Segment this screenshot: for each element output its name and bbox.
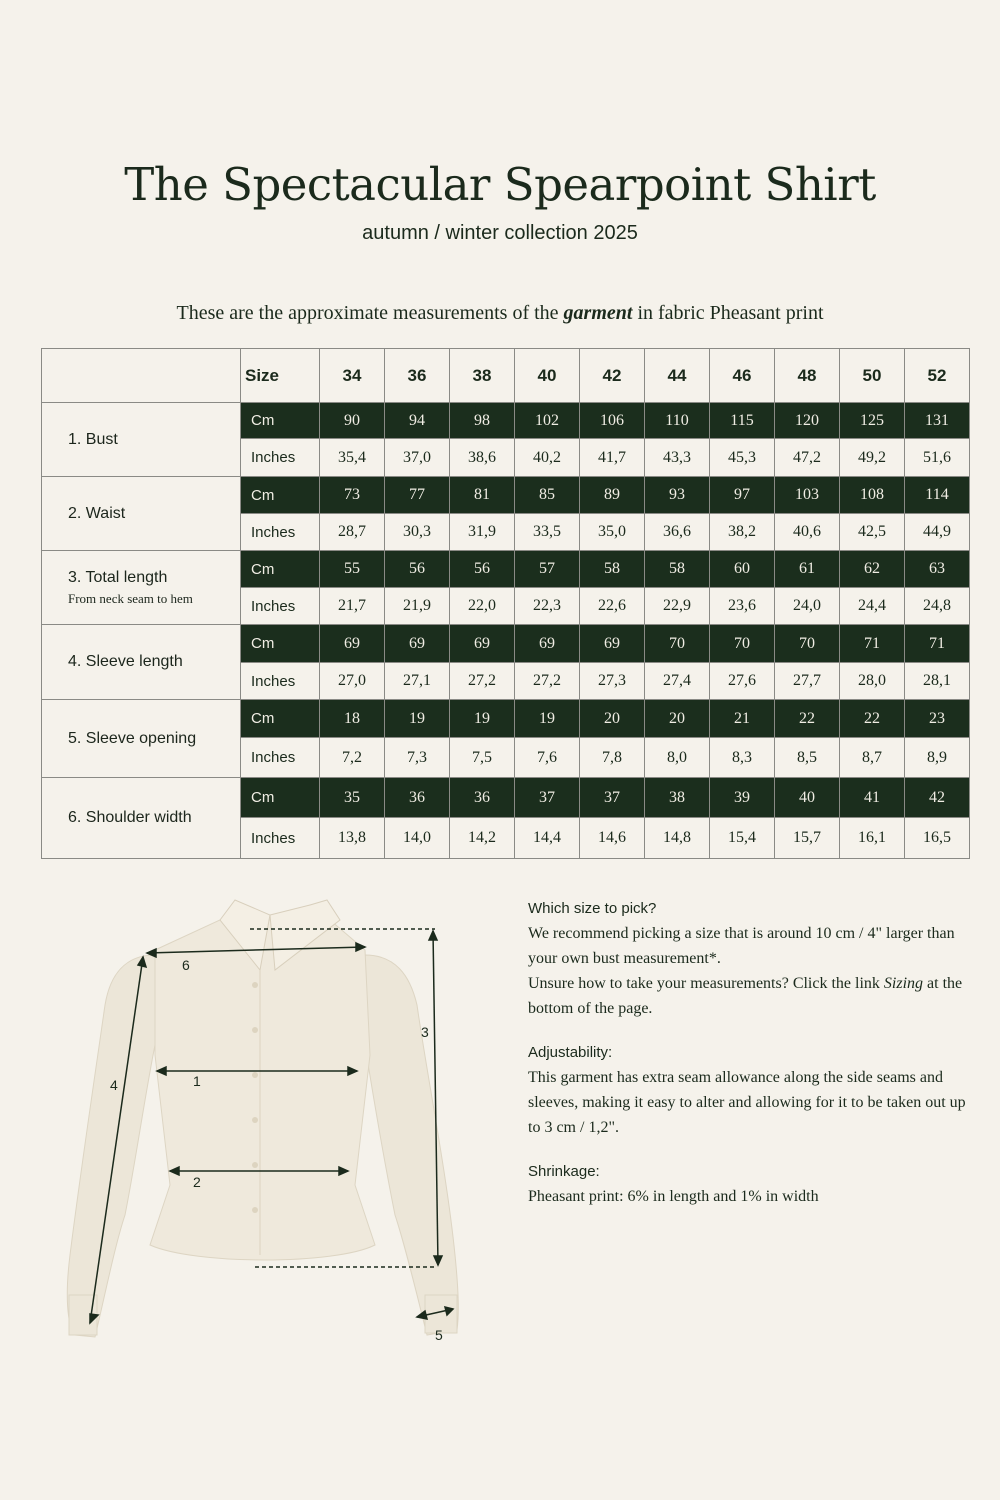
inch-value: 27,2 (515, 663, 580, 700)
cm-value: 20 (580, 700, 645, 738)
cm-value: 37 (515, 778, 580, 818)
unit-cm: Cm (241, 551, 320, 588)
measurement-label (42, 700, 241, 778)
inch-value: 35,4 (320, 439, 385, 477)
measurement-name: 5. Sleeve opening (68, 729, 197, 747)
adjustability-text: This garment has extra seam allowance along the side seams and sleeves, making it easy to alter and allowing for it to be taken out up to 3 cm / 1,2". (528, 1069, 966, 1136)
measurement-label (42, 477, 241, 551)
inch-value: 7,8 (580, 738, 645, 778)
inch-value: 30,3 (385, 514, 450, 551)
cm-value: 81 (450, 477, 515, 514)
inch-value: 41,7 (580, 439, 645, 477)
size-advice (528, 900, 968, 1021)
inch-value: 33,5 (515, 514, 580, 551)
inch-value: 28,1 (905, 663, 970, 700)
size-header-36: 36 (385, 349, 450, 403)
inch-value: 27,1 (385, 663, 450, 700)
measurement-name: 6. Shoulder width (68, 809, 192, 826)
measure-label-4: 4 (110, 1077, 118, 1093)
measurement-label (42, 625, 241, 700)
measure-label-1: 1 (193, 1073, 201, 1089)
size-advice-heading: Which size to pick? (528, 900, 657, 917)
cm-value: 71 (905, 625, 970, 663)
size-table (41, 348, 970, 859)
cm-value: 57 (515, 551, 580, 588)
cm-value: 19 (515, 700, 580, 738)
link-intro: Unsure how to take your measurements? Click the link (528, 975, 884, 992)
inch-value: 7,2 (320, 738, 385, 778)
inch-value: 22,0 (450, 588, 515, 625)
adjustability (528, 1044, 968, 1140)
measurement-name: 1. Bust (68, 430, 118, 448)
inch-value: 16,1 (840, 818, 905, 859)
cm-value: 55 (320, 551, 385, 588)
inch-value: 51,6 (905, 439, 970, 477)
inch-value: 7,6 (515, 738, 580, 778)
unit-cm: Cm (241, 700, 320, 738)
cm-value: 120 (775, 403, 840, 439)
page-subtitle: autumn / winter collection 2025 (362, 222, 638, 244)
measure-row-cm (42, 625, 970, 663)
inch-value: 38,2 (710, 514, 775, 551)
unit-cm: Cm (241, 778, 320, 818)
intro-emphasis: garment (563, 302, 633, 324)
inch-value: 27,0 (320, 663, 385, 700)
intro-before: These are the approximate measurements of the (176, 302, 564, 324)
cm-value: 60 (710, 551, 775, 588)
cm-value: 38 (645, 778, 710, 818)
size-header-40: 40 (515, 349, 580, 403)
inch-value: 14,0 (385, 818, 450, 859)
inch-value: 21,9 (385, 588, 450, 625)
inch-value: 35,0 (580, 514, 645, 551)
right-sleeve (365, 955, 458, 1335)
cm-value: 61 (775, 551, 840, 588)
inch-value: 14,6 (580, 818, 645, 859)
size-advice-text: We recommend picking a size that is around 10 cm / 4" larger than your own bust measurement*. (528, 925, 955, 967)
cm-value: 42 (905, 778, 970, 818)
unit-cm: Cm (241, 477, 320, 514)
inch-value: 22,6 (580, 588, 645, 625)
inch-value: 27,6 (710, 663, 775, 700)
cm-value: 69 (320, 625, 385, 663)
inch-value: 47,2 (775, 439, 840, 477)
cm-value: 56 (385, 551, 450, 588)
cm-value: 85 (515, 477, 580, 514)
measurement-note: From neck seam to hem (68, 591, 193, 606)
size-header-42: 42 (580, 349, 645, 403)
adjustability-heading: Adjustability: (528, 1044, 613, 1061)
cm-value: 35 (320, 778, 385, 818)
cm-value: 21 (710, 700, 775, 738)
inch-value: 44,9 (905, 514, 970, 551)
cm-value: 94 (385, 403, 450, 439)
cm-value: 22 (775, 700, 840, 738)
cm-value: 70 (645, 625, 710, 663)
size-label: Size (241, 349, 320, 403)
measure-row-cm (42, 403, 970, 439)
inch-value: 16,5 (905, 818, 970, 859)
cm-value: 110 (645, 403, 710, 439)
cm-value: 36 (385, 778, 450, 818)
size-header-row (42, 349, 970, 403)
measure-label-5: 5 (435, 1327, 443, 1343)
size-header-34: 34 (320, 349, 385, 403)
cm-value: 114 (905, 477, 970, 514)
cm-value: 93 (645, 477, 710, 514)
shrinkage-text: Pheasant print: 6% in length and 1% in width (528, 1188, 819, 1205)
inch-value: 49,2 (840, 439, 905, 477)
inch-value: 8,0 (645, 738, 710, 778)
inch-value: 28,7 (320, 514, 385, 551)
measurement-label (42, 551, 241, 625)
intro-text (0, 302, 1000, 325)
cm-value: 69 (580, 625, 645, 663)
inch-value: 22,3 (515, 588, 580, 625)
size-advice-link-text (528, 971, 968, 1021)
inch-value: 15,4 (710, 818, 775, 859)
page-title: The Spectacular Spearpoint Shirt (124, 158, 876, 211)
cm-value: 103 (775, 477, 840, 514)
cm-value: 70 (710, 625, 775, 663)
cm-value: 125 (840, 403, 905, 439)
inch-value: 31,9 (450, 514, 515, 551)
cm-value: 106 (580, 403, 645, 439)
cm-value: 41 (840, 778, 905, 818)
cm-value: 56 (450, 551, 515, 588)
inch-value: 8,5 (775, 738, 840, 778)
unit-inches: Inches (241, 818, 320, 859)
inch-value: 24,8 (905, 588, 970, 625)
cm-value: 77 (385, 477, 450, 514)
inch-value: 24,4 (840, 588, 905, 625)
cm-value: 58 (645, 551, 710, 588)
inch-value: 36,6 (645, 514, 710, 551)
inch-value: 28,0 (840, 663, 905, 700)
measurement-name: 3. Total length (68, 569, 168, 586)
inch-value: 24,0 (775, 588, 840, 625)
measurement-label (42, 403, 241, 477)
inch-value: 27,4 (645, 663, 710, 700)
sizing-link[interactable]: Sizing (883, 975, 924, 992)
size-header-48: 48 (775, 349, 840, 403)
measure-row-cm (42, 477, 970, 514)
cm-value: 131 (905, 403, 970, 439)
unit-inches: Inches (241, 663, 320, 700)
link-outro: at the bottom of the page. (528, 975, 963, 1017)
intro-after: in fabric Pheasant print (632, 302, 824, 324)
inch-value: 14,8 (645, 818, 710, 859)
inch-value: 45,3 (710, 439, 775, 477)
inch-value: 14,4 (515, 818, 580, 859)
inch-value: 21,7 (320, 588, 385, 625)
garment-diagram (55, 895, 475, 1355)
cm-value: 98 (450, 403, 515, 439)
unit-inches: Inches (241, 439, 320, 477)
measurement-name: 2. Waist (68, 504, 126, 522)
cm-value: 70 (775, 625, 840, 663)
left-sleeve (67, 955, 155, 1337)
cm-value: 63 (905, 551, 970, 588)
cm-value: 90 (320, 403, 385, 439)
inch-value: 27,2 (450, 663, 515, 700)
cm-value: 58 (580, 551, 645, 588)
inch-value: 43,3 (645, 439, 710, 477)
cm-value: 62 (840, 551, 905, 588)
measure-label-6: 6 (182, 957, 190, 973)
cm-value: 73 (320, 477, 385, 514)
inch-value: 22,9 (645, 588, 710, 625)
cm-value: 20 (645, 700, 710, 738)
measure-row-cm (42, 700, 970, 738)
shrinkage-heading: Shrinkage: (528, 1163, 600, 1180)
cm-value: 37 (580, 778, 645, 818)
inch-value: 8,9 (905, 738, 970, 778)
inch-value: 7,3 (385, 738, 450, 778)
cm-value: 89 (580, 477, 645, 514)
size-header-38: 38 (450, 349, 515, 403)
inch-value: 15,7 (775, 818, 840, 859)
cm-value: 69 (385, 625, 450, 663)
inch-value: 7,5 (450, 738, 515, 778)
inch-value: 8,3 (710, 738, 775, 778)
inch-value: 38,6 (450, 439, 515, 477)
info-panel (528, 900, 968, 1232)
cm-value: 40 (775, 778, 840, 818)
measure-label-3: 3 (421, 1024, 429, 1040)
inch-value: 37,0 (385, 439, 450, 477)
unit-cm: Cm (241, 403, 320, 439)
cm-value: 71 (840, 625, 905, 663)
inch-value: 40,6 (775, 514, 840, 551)
inch-value: 14,2 (450, 818, 515, 859)
inch-value: 8,7 (840, 738, 905, 778)
cm-value: 19 (385, 700, 450, 738)
size-header-52: 52 (905, 349, 970, 403)
inch-value: 23,6 (710, 588, 775, 625)
cm-value: 115 (710, 403, 775, 439)
size-header-50: 50 (840, 349, 905, 403)
inch-value: 42,5 (840, 514, 905, 551)
cm-value: 23 (905, 700, 970, 738)
cm-value: 36 (450, 778, 515, 818)
unit-cm: Cm (241, 625, 320, 663)
header-blank (42, 349, 241, 403)
inch-value: 13,8 (320, 818, 385, 859)
inch-value: 27,7 (775, 663, 840, 700)
cm-value: 108 (840, 477, 905, 514)
cm-value: 39 (710, 778, 775, 818)
cm-value: 69 (450, 625, 515, 663)
inch-value: 40,2 (515, 439, 580, 477)
cm-value: 18 (320, 700, 385, 738)
unit-inches: Inches (241, 738, 320, 778)
shrinkage (528, 1163, 968, 1209)
unit-inches: Inches (241, 514, 320, 551)
size-header-44: 44 (645, 349, 710, 403)
unit-inches: Inches (241, 588, 320, 625)
measure-label-2: 2 (193, 1174, 201, 1190)
measure-row-cm (42, 778, 970, 818)
cm-value: 19 (450, 700, 515, 738)
measurement-name: 4. Sleeve length (68, 653, 183, 670)
cm-value: 69 (515, 625, 580, 663)
size-header-46: 46 (710, 349, 775, 403)
cm-value: 22 (840, 700, 905, 738)
cm-value: 102 (515, 403, 580, 439)
inch-value: 27,3 (580, 663, 645, 700)
cm-value: 97 (710, 477, 775, 514)
measurement-label (42, 778, 241, 859)
measure-row-cm (42, 551, 970, 588)
